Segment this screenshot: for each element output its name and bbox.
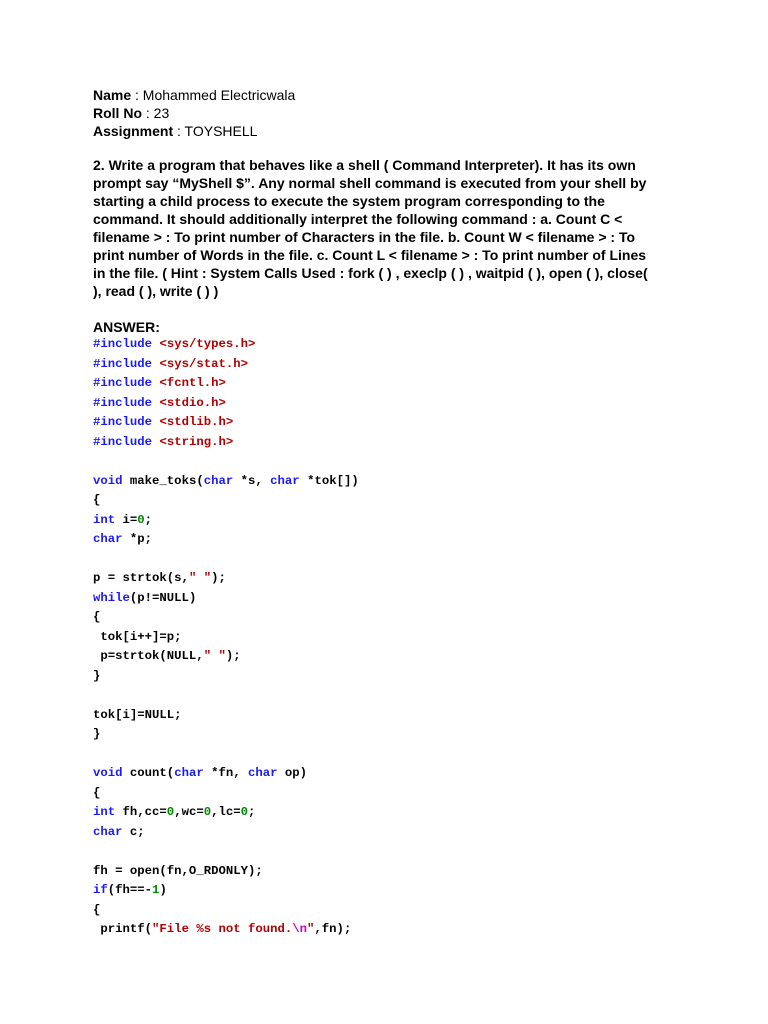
code-token: { bbox=[93, 610, 101, 624]
code-line bbox=[93, 842, 693, 862]
code-line bbox=[93, 803, 693, 823]
code-token: <sys/types.h> bbox=[159, 337, 256, 351]
assignment-line bbox=[93, 122, 693, 140]
code-line bbox=[93, 667, 693, 687]
code-line bbox=[93, 511, 693, 531]
roll-line bbox=[93, 104, 693, 122]
code-token: 0 bbox=[137, 512, 145, 527]
code-token: " bbox=[307, 922, 315, 936]
code-token: (fh==- bbox=[107, 883, 153, 897]
code-token: ); bbox=[225, 649, 241, 663]
code-token: void bbox=[93, 766, 123, 780]
code-line bbox=[93, 647, 693, 667]
code-line bbox=[93, 374, 693, 394]
code-line bbox=[93, 686, 693, 706]
code-line bbox=[93, 491, 693, 511]
code-line bbox=[93, 433, 693, 453]
code-token: } bbox=[93, 668, 101, 683]
code-token: "File %s not found. bbox=[152, 922, 293, 936]
code-token: #include bbox=[93, 376, 153, 390]
code-token: ; bbox=[248, 805, 256, 819]
code-line bbox=[93, 881, 693, 901]
document-page bbox=[93, 86, 693, 940]
code-block bbox=[93, 335, 693, 940]
code-token: char bbox=[93, 532, 123, 546]
assignment-value: : TOYSHELL bbox=[173, 123, 258, 139]
question-text: 2. Write a program that behaves like a shell ( Command Interpreter). It has its own prompt say “MyShell $”. Any normal shell command is executed from your shell by starting a child process to execute the system program corresponding to the command. It should additionally interpret the following command : a. Count C < filename > : To print number of Characters in the file. b. Count W < filename > : To print number of Words in the file. c. Count L < filename > : To print number of Lines in the file. ( Hint : System Calls Used : fork ( ) , execlp ( ) , waitpid ( ), open ( ), close( ), read ( ), write ( ) ) bbox=[93, 157, 648, 299]
name-label: Name bbox=[93, 87, 132, 103]
code-token: p=strtok(NULL, bbox=[93, 649, 204, 663]
code-line bbox=[93, 920, 693, 940]
code-line bbox=[93, 764, 693, 784]
code-line bbox=[93, 335, 693, 355]
code-token: while bbox=[93, 590, 130, 605]
code-token: ); bbox=[211, 571, 226, 585]
code-line bbox=[93, 862, 693, 882]
code-token: #include bbox=[93, 337, 153, 351]
code-line bbox=[93, 394, 693, 414]
code-token: <stdio.h> bbox=[159, 395, 226, 410]
code-token: { bbox=[93, 902, 101, 917]
code-token: fh,cc= bbox=[115, 805, 167, 819]
code-token: <stdlib.h> bbox=[159, 415, 234, 429]
code-line bbox=[93, 530, 693, 550]
code-token: void bbox=[93, 473, 123, 488]
code-token: { bbox=[93, 493, 101, 507]
code-token: i= bbox=[115, 512, 138, 527]
code-line bbox=[93, 569, 693, 589]
answer-heading: ANSWER: bbox=[93, 319, 160, 335]
code-token: 1 bbox=[152, 883, 160, 897]
code-token: <fcntl.h> bbox=[159, 376, 226, 390]
code-token: int bbox=[93, 512, 116, 527]
code-token: *p; bbox=[122, 532, 153, 546]
name-line bbox=[93, 86, 693, 104]
code-token: 0 bbox=[203, 805, 212, 819]
code-token: #include bbox=[93, 415, 153, 429]
roll-label: Roll No bbox=[93, 105, 142, 121]
code-token: #include bbox=[93, 434, 153, 449]
code-token: { bbox=[93, 785, 101, 800]
code-token: ,lc= bbox=[211, 805, 241, 819]
code-token: int bbox=[93, 805, 116, 819]
code-line bbox=[93, 706, 693, 726]
code-line bbox=[93, 589, 693, 609]
code-token: \n bbox=[292, 922, 308, 936]
code-token: } bbox=[93, 727, 101, 741]
code-token: count( bbox=[122, 766, 175, 780]
code-token: fh = open(fn,O_RDONLY); bbox=[93, 863, 263, 878]
code-token: ,wc= bbox=[174, 805, 204, 819]
code-token: if bbox=[93, 883, 108, 897]
code-line bbox=[93, 550, 693, 570]
code-token: <string.h> bbox=[159, 434, 234, 449]
student-info bbox=[93, 86, 693, 140]
assignment-label: Assignment bbox=[93, 123, 174, 139]
code-token: printf( bbox=[93, 922, 153, 936]
code-line bbox=[93, 452, 693, 472]
code-line bbox=[93, 628, 693, 648]
code-line bbox=[93, 355, 693, 375]
code-token: #include bbox=[93, 395, 153, 410]
code-token: tok[i++]=p; bbox=[93, 629, 182, 644]
name-value: : Mohammed Electricwala bbox=[131, 87, 296, 103]
code-line bbox=[93, 901, 693, 921]
code-token: *tok[]) bbox=[299, 473, 359, 488]
code-token: c; bbox=[122, 824, 145, 839]
code-token: ; bbox=[144, 512, 153, 527]
code-token: op) bbox=[277, 766, 308, 780]
code-token: " " bbox=[203, 649, 226, 663]
code-line bbox=[93, 725, 693, 745]
code-token: ) bbox=[159, 883, 167, 897]
code-token: " " bbox=[188, 571, 212, 585]
code-token: <sys/stat.h> bbox=[159, 356, 248, 371]
code-token: *s, bbox=[233, 473, 271, 488]
code-token: char bbox=[270, 473, 300, 488]
code-token: ,fn); bbox=[314, 922, 352, 936]
code-line bbox=[93, 784, 693, 804]
code-line bbox=[93, 823, 693, 843]
code-line bbox=[93, 608, 693, 628]
code-token: (p!=NULL) bbox=[129, 590, 197, 605]
code-token: #include bbox=[93, 356, 153, 371]
code-token: tok[i]=NULL; bbox=[93, 707, 182, 722]
code-token: make_toks( bbox=[122, 473, 204, 488]
code-token: p = strtok(s, bbox=[93, 571, 189, 585]
code-line bbox=[93, 745, 693, 765]
roll-value: : 23 bbox=[142, 105, 170, 121]
code-token: 0 bbox=[240, 805, 249, 819]
code-line bbox=[93, 413, 693, 433]
code-token: *fn, bbox=[203, 766, 248, 780]
code-line bbox=[93, 472, 693, 492]
code-token: char bbox=[203, 473, 234, 488]
code-token: char bbox=[174, 766, 204, 780]
code-token: char bbox=[93, 824, 123, 839]
code-token: 0 bbox=[166, 805, 175, 819]
code-token: char bbox=[248, 766, 278, 780]
